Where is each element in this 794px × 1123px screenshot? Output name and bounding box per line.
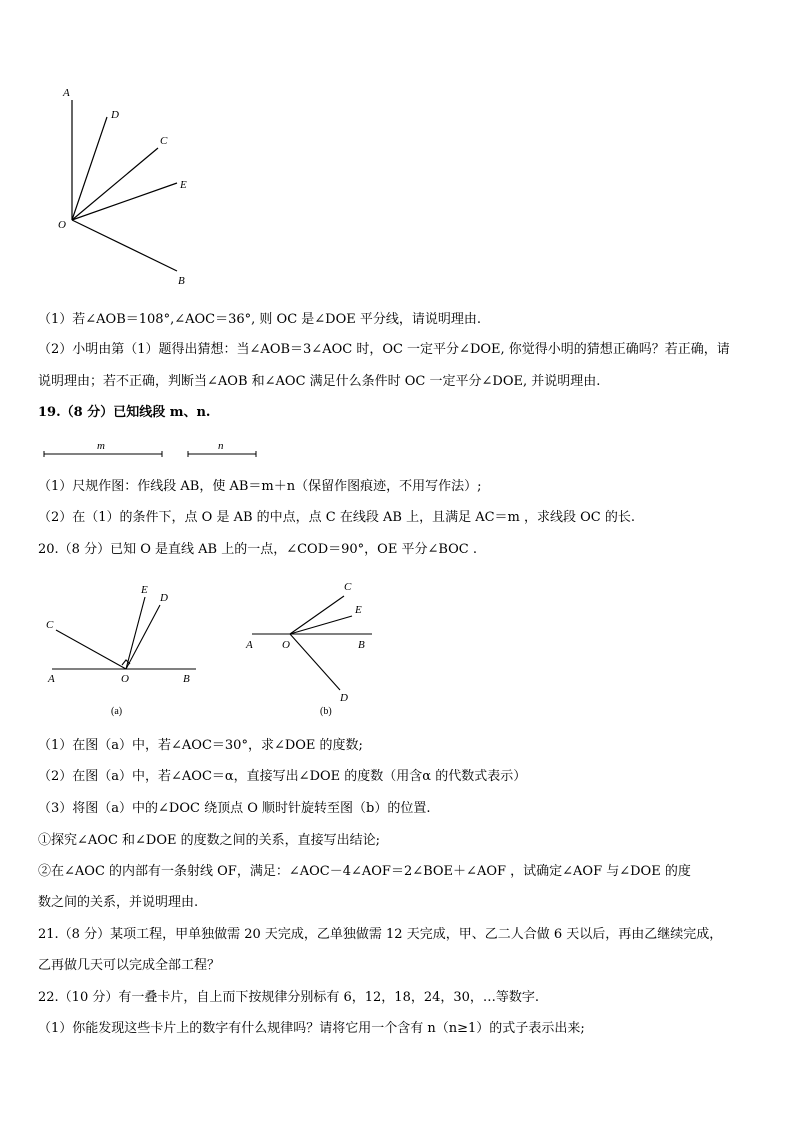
q19-title: 19.（8 分）已知线段 m、n.: [38, 405, 211, 420]
q20-part1: （1）在图（a）中，若∠AOC＝30°，求∠DOE 的度数;: [38, 738, 363, 753]
q18-part2-line1: （2）小明由第（1）题得出猜想：当∠AOB＝3∠AOC 时，OC 一定平分∠DOE, 你觉得小明的猜想正确吗？若正确，请: [38, 342, 730, 357]
label-b: B: [178, 275, 185, 287]
caption-b: (b): [320, 706, 332, 717]
ray-od: [126, 605, 160, 669]
figure-20b: [240, 572, 380, 722]
label-e: E: [180, 179, 187, 191]
label-b: B: [183, 673, 190, 685]
q20-title: 20.（8 分）已知 O 是直线 AB 上的一点，∠COD＝90°，OE 平分∠BOC .: [38, 542, 478, 557]
label-a: A: [48, 673, 55, 685]
label-c: C: [46, 619, 54, 631]
label-a: A: [63, 87, 70, 99]
q19-part2: （2）在（1）的条件下，点 O 是 AB 的中点，点 C 在线段 AB 上，且满足 AC＝m ，求线段 OC 的长.: [38, 510, 636, 525]
q21-line1: 21.（8 分）某项工程，甲单独做需 20 天完成，乙单独做需 12 天完成，甲、乙二人合做 6 天以后，再由乙继续完成，: [38, 927, 723, 942]
q20-part3: （3）将图（a）中的∠DOC 绕顶点 O 顺时针旋转至图（b）的位置.: [38, 801, 431, 816]
ray-oe: [126, 597, 145, 669]
label-m: m: [97, 440, 105, 452]
label-o: O: [58, 219, 66, 231]
label-e: E: [355, 604, 362, 616]
figure-segments-mn: [38, 436, 268, 464]
ray-od: [290, 634, 340, 690]
q22-part1: （1）你能发现这些卡片上的数字有什么规律吗？请将它用一个含有 n（n≥1）的式子表示出来;: [38, 1021, 585, 1036]
label-c: C: [160, 135, 168, 147]
label-d: D: [160, 592, 168, 604]
label-c: C: [344, 581, 352, 593]
q20-sub2-line2: 数之间的关系，并说明理由.: [38, 895, 199, 910]
q20-part2: （2）在图（a）中，若∠AOC＝α，直接写出∠DOE 的度数（用含α 的代数式表示）: [38, 769, 527, 784]
ray-oc: [56, 630, 126, 669]
label-b: B: [358, 639, 365, 651]
label-o: O: [282, 639, 290, 651]
q20-sub2-line1: ②在∠AOC 的内部有一条射线 OF，满足：∠AOC－4∠AOF＝2∠BOE＋∠AOF ，试确定∠AOF 与∠DOE 的度: [38, 864, 691, 879]
figure-rays-aodceb: [50, 80, 210, 290]
q20-sub1: ①探究∠AOC 和∠DOE 的度数之间的关系，直接写出结论;: [38, 833, 380, 848]
ray-od: [72, 117, 107, 220]
label-n: n: [218, 440, 224, 452]
label-o: O: [121, 673, 129, 685]
ray-oe: [72, 183, 177, 220]
label-d: D: [340, 692, 348, 704]
label-a: A: [246, 639, 253, 651]
q18-part2-line2: 说明理由；若不正确，判断当∠AOB 和∠AOC 满足什么条件时 OC 一定平分∠DOE, 并说明理由.: [38, 374, 601, 389]
q19-part1: （1）尺规作图：作线段 AB，使 AB＝m＋n（保留作图痕迹，不用写作法）;: [38, 479, 482, 494]
q22-line1: 22.（10 分）有一叠卡片，自上而下按规律分别标有 6，12，18，24，30，…等数字.: [38, 990, 540, 1005]
q18-part1: （1）若∠AOB＝108°,∠AOC＝36°, 则 OC 是∠DOE 平分线，请说明理由.: [38, 312, 481, 327]
ray-oc: [290, 596, 344, 634]
ray-ob: [72, 220, 177, 271]
ray-oe: [290, 616, 352, 634]
q21-line2: 乙再做几天可以完成全部工程？: [38, 958, 221, 973]
caption-a: (a): [111, 706, 123, 717]
label-d: D: [111, 109, 119, 121]
label-e: E: [141, 584, 148, 596]
figure-20a: [38, 578, 208, 718]
ray-oc: [72, 148, 158, 220]
